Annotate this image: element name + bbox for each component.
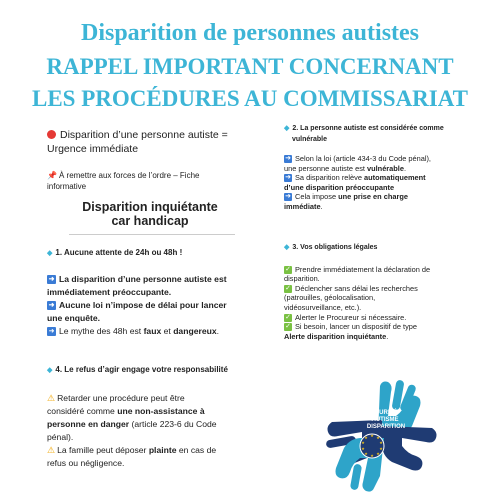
section-4-body	[47, 392, 253, 470]
s2-p3-a: Cela impose	[295, 192, 339, 202]
s1-p3-b: faux	[143, 326, 162, 336]
s4-p1-c: une non-assistance à	[117, 406, 205, 416]
urgence-text-2: Urgence immédiate	[47, 143, 139, 155]
title-line-1: Disparition de personnes autistes	[80, 20, 420, 46]
card-line-1: Disparition inquiétante	[82, 200, 218, 214]
s1-p3-c: et	[161, 326, 174, 336]
svg-text:★: ★	[361, 446, 365, 451]
card-divider	[69, 234, 235, 235]
s2-p2-b: automatiquement	[364, 173, 426, 183]
note-line-2: informative	[47, 182, 87, 191]
arrow-right-icon: ➜	[285, 174, 291, 182]
svg-text:★: ★	[364, 451, 368, 456]
section-4-title-text: 4. Le refus d’agir engage votre responsabilité	[55, 365, 228, 374]
security-autism-logo	[322, 376, 442, 494]
s2-p1-d: .	[403, 163, 407, 173]
s3-i2-c: vidéosurveillance, etc.).	[284, 302, 362, 312]
navy-hand-right-icon	[382, 426, 437, 471]
svg-text:★: ★	[379, 440, 383, 445]
section-2-title-a: 2. La personne autiste est considérée comme	[292, 125, 444, 132]
s4-p2-c: en cas de	[176, 445, 217, 455]
s2-p2-a: Sa disparition relève	[295, 173, 365, 183]
diamond-icon: ◆	[47, 250, 53, 257]
red-circle-icon	[47, 130, 56, 139]
s4-p1-e: (article 223-6 du Code	[129, 419, 217, 429]
s2-p1-a: Selon la loi (article 434-3 du Code pénal),	[295, 154, 431, 163]
info-card	[47, 200, 253, 228]
logo-text-3: DISPARITION	[366, 424, 406, 430]
card-line-2: car handicap	[111, 214, 189, 228]
section-3-title	[284, 242, 456, 253]
s4-p2-d: refus ou négligence.	[47, 458, 125, 468]
svg-text:★: ★	[361, 440, 365, 445]
arrow-right-icon: ➜	[48, 276, 55, 284]
diamond-icon: ◆	[284, 125, 290, 132]
note-line-1: À remettre aux forces de l’ordre – Fiche	[58, 171, 200, 180]
s2-p3-b: une prise en charge	[338, 192, 408, 202]
arrow-right-icon: ➜	[48, 302, 55, 310]
s4-p1-d: personne en danger	[47, 419, 130, 429]
s4-p1-a: Retarder une procédure peut être	[57, 393, 185, 403]
s4-p2-a: La famille peut déposer	[57, 445, 149, 455]
section-4-title	[47, 364, 253, 376]
svg-text:★: ★	[376, 451, 380, 456]
logo-text-2: AUTISME	[371, 417, 399, 423]
s1-p2-b: une enquête.	[47, 313, 101, 323]
section-1-title	[47, 247, 253, 259]
section-2-body	[284, 154, 456, 212]
s1-p3-d: dangereux	[173, 326, 217, 336]
arrow-right-icon: ➜	[48, 328, 55, 336]
s1-p3-a: Le mythe des 48h est	[59, 326, 144, 336]
logo-text-1: SÉCURITÉ	[366, 410, 398, 416]
left-column	[47, 128, 253, 470]
svg-text:★: ★	[370, 453, 374, 458]
s2-p1-c: vulnérable	[367, 163, 404, 173]
svg-text:★: ★	[379, 446, 383, 451]
checkmark-icon: ✓	[285, 313, 291, 321]
s1-p2-a: Aucune loi n’impose de délai pour lancer	[59, 300, 227, 310]
diamond-icon: ◆	[47, 367, 53, 374]
s2-p3-c: immédiate	[284, 201, 321, 211]
s3-i4-a: Si besoin, lancer un dispositif de type	[295, 322, 418, 332]
s2-p2-c: d’une disparition préoccupante	[284, 182, 395, 192]
urgence-heading	[47, 128, 253, 156]
s3-i1-b: disparition.	[284, 274, 320, 284]
s3-i4-b: Alerte disparition inquiétante	[284, 331, 387, 341]
s3-i2-a: Déclencher sans délai les recherches	[295, 283, 418, 293]
s1-p3-e: .	[216, 326, 220, 336]
star-circle-icon	[360, 433, 384, 458]
arrow-right-icon: ➜	[285, 193, 291, 201]
right-column	[284, 124, 456, 341]
warning-icon: ⚠	[47, 445, 56, 455]
s3-i3: Alerter le Procureur si nécessaire.	[295, 312, 407, 322]
urgence-text-1: Disparition d’une personne autiste =	[60, 129, 228, 141]
pushpin-icon: 📌	[47, 171, 57, 180]
s4-p1-b: considéré comme	[47, 406, 118, 416]
s3-i1-a: Prendre immédiatement la déclaration de	[295, 264, 431, 274]
svg-text:★: ★	[370, 433, 374, 438]
section-1-body	[47, 273, 253, 338]
checkmark-icon: ✓	[285, 284, 291, 292]
section-2-title	[284, 124, 456, 145]
s2-p3-d: .	[320, 201, 323, 211]
arrow-right-icon: ➜	[285, 155, 291, 163]
s1-p1-a: La disparition d’une personne autiste est	[59, 274, 227, 284]
s1-p1-b: immédiatement préoccupante.	[47, 287, 172, 297]
section-2-title-b: vulnérable	[292, 136, 328, 143]
s4-p2-b: plainte	[148, 445, 177, 455]
diamond-icon: ◆	[284, 243, 290, 251]
s3-i2-b: (patrouilles, géolocalisation,	[284, 293, 376, 303]
svg-text:★: ★	[364, 435, 368, 440]
title-line-3: LES PROCÉDURES AU COMMISSARIAT	[31, 86, 468, 111]
title-line-2: RAPPEL IMPORTANT CONCERNANT	[46, 54, 454, 79]
note-text	[47, 170, 253, 192]
checkmark-icon: ✓	[285, 265, 291, 273]
s2-p1-b: une personne autiste est	[284, 163, 367, 173]
s4-p1-f: pénal).	[47, 432, 74, 442]
warning-icon: ⚠	[47, 393, 56, 403]
section-3-body	[284, 265, 456, 342]
section-3-title-text: 3. Vos obligations légales	[292, 243, 378, 251]
s3-i4-c: .	[386, 331, 389, 341]
checkmark-icon: ✓	[285, 323, 291, 331]
svg-text:★: ★	[376, 435, 380, 440]
section-1-title-text: 1. Aucune attente de 24h ou 48h !	[55, 248, 183, 257]
